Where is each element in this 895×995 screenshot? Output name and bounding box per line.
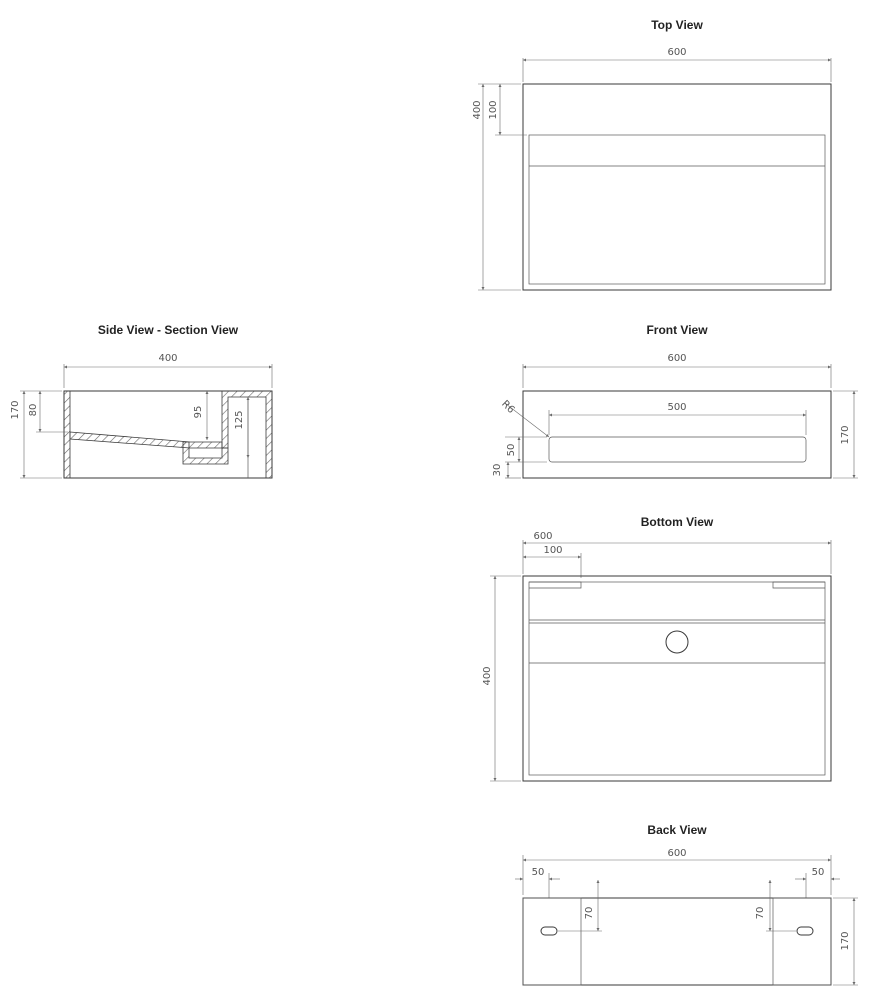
bottom-view-title: Bottom View <box>640 515 714 529</box>
side-back-wall-section <box>222 391 272 478</box>
front-height-label: 170 <box>840 425 851 445</box>
side-inner-label: 80 <box>28 403 39 417</box>
back-bracket-left <box>523 898 581 985</box>
bottom-rim-label: 100 <box>543 545 563 556</box>
back-left-offset-label: 50 <box>531 867 545 878</box>
back-width-label: 600 <box>667 848 687 859</box>
top-rim-label: 100 <box>488 100 499 120</box>
top-width-label: 600 <box>667 47 687 58</box>
bottom-view <box>482 515 831 781</box>
side-drain-depth-label: 95 <box>193 405 204 419</box>
bottom-width-label: 600 <box>533 531 553 542</box>
bottom-bracket-right <box>773 582 825 588</box>
back-bracket-right <box>773 898 831 985</box>
top-view-title: Top View <box>651 18 703 32</box>
side-front-wall-section <box>64 391 70 478</box>
front-base-label: 30 <box>492 463 503 477</box>
bottom-bracket-left <box>529 582 581 588</box>
top-depth-label: 400 <box>472 100 483 120</box>
top-basin-outline <box>529 135 825 284</box>
side-depth-label: 400 <box>158 353 178 364</box>
bottom-depth-label: 400 <box>482 666 493 686</box>
mounting-slot-right <box>797 927 813 935</box>
front-view <box>492 323 858 478</box>
front-width-label: 600 <box>667 353 687 364</box>
side-sloped-floor-section <box>70 432 222 448</box>
back-outline <box>523 898 831 985</box>
side-section-view <box>10 323 272 478</box>
front-radius-label: R6 <box>499 398 517 416</box>
front-slot-opening <box>549 437 806 462</box>
side-view-title: Side View - Section View <box>97 323 239 337</box>
front-slot-height-label: 50 <box>506 443 517 457</box>
top-view <box>472 18 831 290</box>
back-view <box>515 823 858 985</box>
front-slot-label: 500 <box>667 402 687 413</box>
mounting-slot-left <box>541 927 557 935</box>
top-outline <box>523 84 831 290</box>
bottom-outline <box>523 576 831 781</box>
back-right-hole-label: 70 <box>755 906 766 920</box>
drain-hole <box>666 631 688 653</box>
side-height-label: 170 <box>10 400 21 420</box>
side-wall-label: 125 <box>234 410 245 430</box>
front-view-title: Front View <box>646 323 708 337</box>
bottom-inner-outline <box>529 582 825 775</box>
back-view-title: Back View <box>647 823 707 837</box>
back-left-hole-label: 70 <box>584 906 595 920</box>
back-right-offset-label: 50 <box>811 867 825 878</box>
back-height-label: 170 <box>840 931 851 951</box>
